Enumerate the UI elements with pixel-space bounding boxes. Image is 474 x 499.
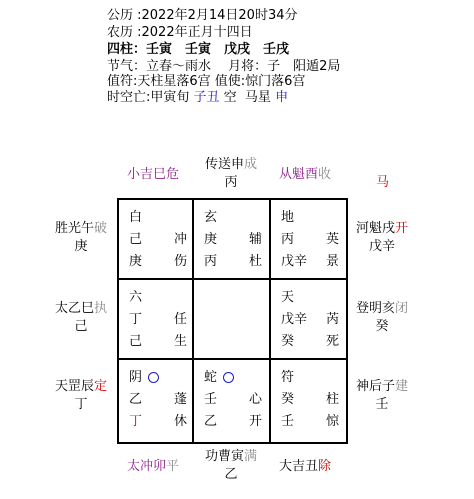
outer-bot-left xyxy=(127,458,179,476)
outer-right-top-name: 河魁戌 xyxy=(355,221,395,236)
outer-right-bot xyxy=(351,378,413,414)
palace-4-heaven-stem: 庚 xyxy=(129,254,143,269)
palace-7-heaven-stem: 癸 xyxy=(281,334,295,349)
palace-8-star: 蓬 xyxy=(173,392,187,407)
outer-bot-right-officer: 除 xyxy=(318,459,332,474)
palace-8-god-wrap xyxy=(129,368,159,388)
four-pillars-label: 四柱： xyxy=(107,42,147,57)
outer-left-mid-officer: 执 xyxy=(94,301,108,316)
outer-left-bot-stem: 丁 xyxy=(74,397,88,412)
palace-3-earth-stem: 丁 xyxy=(129,312,143,327)
void-branches: 子丑 xyxy=(193,90,220,105)
palace-1-god-wrap xyxy=(204,368,234,388)
palace-1-god: 蛇 xyxy=(204,370,218,385)
palace-3-god: 六 xyxy=(129,290,143,305)
palace-6 xyxy=(271,360,344,440)
void-prefix: 时空亡:甲寅旬 xyxy=(107,90,194,105)
outer-top-right xyxy=(279,166,331,184)
outer-bot-mid-officer: 满 xyxy=(244,449,258,464)
four-pillars-value: 壬寅 壬寅 戊戌 壬戌 xyxy=(146,42,290,57)
outer-right-bot-officer: 建 xyxy=(395,379,409,394)
outer-top-mid xyxy=(201,156,261,192)
duty-star: 值符:天柱星落6宫 值使:惊门落6宫 xyxy=(107,74,306,89)
palace-7-earth-stem: 戊辛 xyxy=(281,312,308,327)
outer-top-left-officer: 危 xyxy=(166,167,180,182)
palace-7-god: 天 xyxy=(281,290,295,305)
palace-1 xyxy=(194,360,267,440)
outer-right-bot-stem: 壬 xyxy=(375,397,389,412)
outer-left-top xyxy=(50,220,112,256)
palace-1-heaven-stem: 乙 xyxy=(204,414,218,429)
outer-bot-mid-name: 功曹寅 xyxy=(204,449,244,464)
palace-4-earth-stem: 己 xyxy=(129,232,143,247)
palace-3-door: 生 xyxy=(173,334,187,349)
outer-left-top-stem: 庚 xyxy=(74,239,88,254)
void-line xyxy=(107,90,288,106)
outer-left-bot-officer: 定 xyxy=(94,379,108,394)
void-circle-icon xyxy=(148,372,159,383)
lunar-date: 农历 :2022年正月十四日 xyxy=(107,25,253,40)
outer-top-left xyxy=(127,166,179,184)
palace-6-star: 柱 xyxy=(325,392,339,407)
palace-2-god: 地 xyxy=(281,210,295,225)
outer-right-top-officer: 开 xyxy=(395,221,409,236)
outer-top-mid-officer: 成 xyxy=(244,157,258,172)
palace-4-star: 冲 xyxy=(173,232,187,247)
palace-9-star: 辅 xyxy=(248,232,262,247)
outer-bot-mid xyxy=(201,448,261,484)
palace-9-door: 杜 xyxy=(248,254,262,269)
palace-6-earth-stem: 癸 xyxy=(281,392,295,407)
outer-left-mid xyxy=(50,300,112,336)
palace-2 xyxy=(271,200,344,280)
outer-top-mid-stem: 丙 xyxy=(224,175,238,190)
nine-palace-grid xyxy=(117,198,348,444)
void-mid: 空 马星 xyxy=(219,90,276,105)
outer-bot-right-name: 大吉丑 xyxy=(279,459,319,474)
outer-bot-right xyxy=(279,458,331,476)
palace-3-heaven-stem: 己 xyxy=(129,334,143,349)
palace-4-door: 伤 xyxy=(173,254,187,269)
palace-9-god: 玄 xyxy=(204,210,218,225)
outer-left-mid-name: 太乙巳 xyxy=(54,301,94,316)
palace-8-heaven-stem: 丁 xyxy=(129,414,143,429)
four-pillars xyxy=(107,42,289,58)
palace-5-center xyxy=(194,280,267,360)
outer-right-bot-name: 神后子 xyxy=(355,379,395,394)
palace-2-heaven-stem: 戊辛 xyxy=(281,254,308,269)
palace-8 xyxy=(119,360,192,440)
palace-7-door: 死 xyxy=(325,334,339,349)
outer-right-top xyxy=(351,220,413,256)
solar-term: 节气：立春～雨水 月将：子 阳遁2局 xyxy=(107,59,341,74)
outer-right-top-stem: 戊辛 xyxy=(368,239,395,254)
palace-6-god: 符 xyxy=(281,370,295,385)
palace-8-god: 阴 xyxy=(129,370,143,385)
outer-right-mid-stem: 癸 xyxy=(375,319,389,334)
palace-1-door: 开 xyxy=(248,414,262,429)
palace-1-star: 心 xyxy=(248,392,262,407)
palace-6-heaven-stem: 壬 xyxy=(281,414,295,429)
outer-left-top-officer: 破 xyxy=(94,221,108,236)
palace-4 xyxy=(119,200,192,280)
palace-9-earth-stem: 庚 xyxy=(204,232,218,247)
horse-star-branch: 申 xyxy=(275,90,289,105)
palace-2-star: 英 xyxy=(325,232,339,247)
palace-4-god: 白 xyxy=(129,210,143,225)
outer-left-mid-stem: 己 xyxy=(74,319,88,334)
outer-bot-left-name: 太冲卯 xyxy=(127,459,167,474)
palace-6-door: 惊 xyxy=(325,414,339,429)
outer-top-right-name: 从魁酉 xyxy=(279,167,319,182)
palace-7 xyxy=(271,280,344,360)
palace-2-earth-stem: 丙 xyxy=(281,232,295,247)
horse-marker: 马 xyxy=(376,175,390,190)
palace-9-heaven-stem: 丙 xyxy=(204,254,218,269)
outer-bot-left-officer: 平 xyxy=(166,459,180,474)
palace-8-earth-stem: 乙 xyxy=(129,392,143,407)
outer-right-mid-officer: 闭 xyxy=(395,301,409,316)
palace-2-door: 景 xyxy=(325,254,339,269)
gregorian-date: 公历 :2022年2月14日20时34分 xyxy=(107,8,298,23)
outer-right-mid-name: 登明亥 xyxy=(355,301,395,316)
palace-3-star: 任 xyxy=(173,312,187,327)
outer-left-bot-name: 天罡辰 xyxy=(54,379,94,394)
void-circle-icon xyxy=(223,372,234,383)
palace-3 xyxy=(119,280,192,360)
outer-left-top-name: 胜光午 xyxy=(54,221,94,236)
outer-bot-mid-stem: 乙 xyxy=(224,467,238,482)
palace-9 xyxy=(194,200,267,280)
outer-top-right-officer: 收 xyxy=(318,167,332,182)
palace-1-earth-stem: 壬 xyxy=(204,392,218,407)
outer-right-mid xyxy=(351,300,413,336)
palace-7-star: 芮 xyxy=(325,312,339,327)
palace-8-door: 休 xyxy=(173,414,187,429)
outer-left-bot xyxy=(50,378,112,414)
outer-top-left-name: 小吉巳 xyxy=(127,167,167,182)
outer-top-mid-name: 传送申 xyxy=(204,157,244,172)
